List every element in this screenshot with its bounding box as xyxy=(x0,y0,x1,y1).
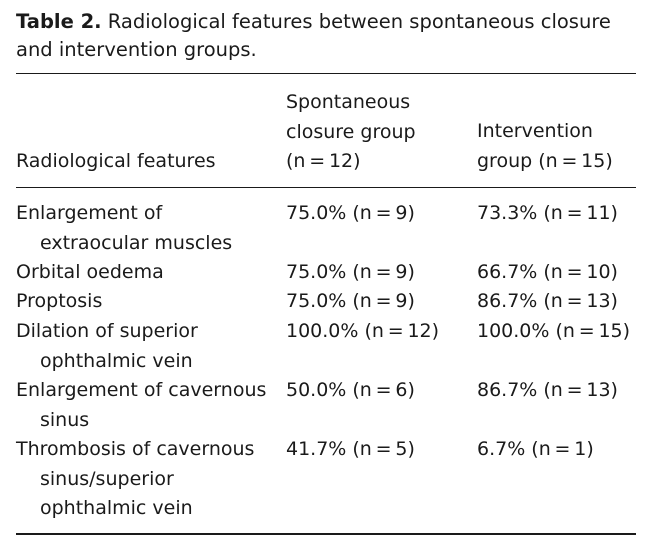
feature-cell xyxy=(16,287,278,317)
intervention-cell: 100.0% (n = 15) xyxy=(477,320,631,342)
feature-line: sinus xyxy=(40,408,90,431)
header-line: Spontaneous xyxy=(286,91,411,113)
header-radiological-features xyxy=(16,147,216,177)
header-line: Radiological features xyxy=(16,150,216,172)
header-line: group (n = 15) xyxy=(477,149,613,172)
spontaneous-cell: 75.0% (n = 9) xyxy=(286,202,415,224)
spontaneous-cell: 75.0% (n = 9) xyxy=(286,261,415,283)
table-caption xyxy=(16,8,640,64)
intervention-cell: 86.7% (n = 13) xyxy=(477,379,618,401)
spontaneous-cell: 50.0% (n = 6) xyxy=(286,379,415,401)
feature-line: extraocular muscles xyxy=(40,231,233,254)
feature-line: Thrombosis of cavernous xyxy=(16,438,255,460)
intervention-cell: 66.7% (n = 10) xyxy=(477,261,618,283)
header-spontaneous-closure xyxy=(286,88,416,177)
header-intervention xyxy=(477,117,613,176)
intervention-cell: 73.3% (n = 11) xyxy=(477,202,618,224)
spontaneous-cell: 75.0% (n = 9) xyxy=(286,290,415,312)
header-rule xyxy=(16,187,636,188)
intervention-cell: 86.7% (n = 13) xyxy=(477,290,618,312)
spontaneous-cell: 41.7% (n = 5) xyxy=(286,438,415,460)
feature-cell xyxy=(16,258,278,288)
table-label: Table 2. xyxy=(16,10,102,33)
table-caption-text: Radiological features between spontaneous closure and intervention groups. xyxy=(16,10,611,61)
top-rule xyxy=(16,73,636,74)
feature-line: Proptosis xyxy=(16,290,103,312)
feature-line: ophthalmic vein xyxy=(40,349,193,372)
feature-line: ophthalmic vein xyxy=(40,497,193,519)
header-line: closure group xyxy=(286,120,416,143)
header-line: Intervention xyxy=(477,120,593,142)
feature-line: Enlargement of cavernous xyxy=(16,379,267,401)
feature-line: Dilation of superior xyxy=(16,320,198,342)
feature-line: Orbital oedema xyxy=(16,261,164,283)
feature-line: Enlargement of xyxy=(16,202,163,224)
feature-cell xyxy=(16,199,278,258)
header-line: (n = 12) xyxy=(286,150,361,172)
feature-cell xyxy=(16,435,278,524)
feature-line: sinus/superior xyxy=(40,467,174,490)
intervention-cell: 6.7% (n = 1) xyxy=(477,438,594,460)
bottom-rule xyxy=(16,533,636,535)
spontaneous-cell: 100.0% (n = 12) xyxy=(286,320,440,342)
feature-cell xyxy=(16,376,278,435)
feature-cell xyxy=(16,317,278,376)
